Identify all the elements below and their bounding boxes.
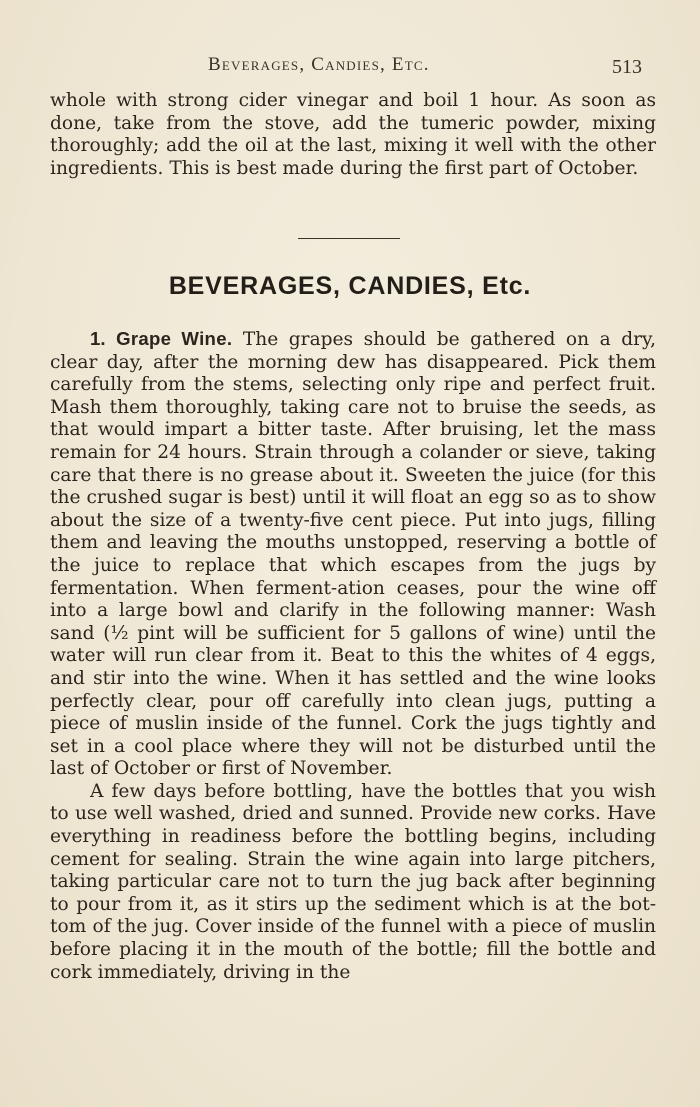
running-title: Beverages, Candies, Etc. [208, 54, 430, 75]
continued-paragraph [50, 90, 656, 180]
continued-text: whole with strong cider vinegar and boil 1 hour. As soon as done, take from the stove, add the tumeric powder, mixing thoroughly; add the oil at the last, mixing it well with the other ingredients. This is best made during the first part of October. [50, 90, 656, 179]
running-head [0, 54, 700, 84]
recipe-body-1: The grapes should be gathered on a dry, clear day, after the morning dew has disappeared. Pick them carefully from the stems, selecting only ripe and perfect fruit. Mash them thoroughly, taking care not to bruise the seeds, as that would impart a bitter taste. After bruising, let the mass remain for 24 hours. Strain through a colander or sieve, taking care that there is no grease about it. Sweeten the juice (for this the crushed sugar is best) until it will float an egg so as to show about the size of a twenty-five cent piece. Put into jugs, filling them and leaving the mouths unstopped, reserving a bottle of the juice to replace that which escapes from the jugs by fermentation. When ferment-ation ceases, pour the wine off into a large bowl and clarify in the following manner: Wash sand (½ pint will be sufficient for 5 gallons of wine) until the water will run clear from it. Beat to this the whites of 4 eggs, and stir into the wine. When it has settled and the wine looks perfectly clear, pour off carefully into clean jugs, putting a piece of muslin inside of the funnel. Cork the jugs tightly and set in a cool place where they will not be disturbed until the last of October or first of November. [50, 329, 656, 780]
section-divider-rule [298, 238, 400, 239]
recipe-number: 1. [90, 328, 106, 349]
recipe-title: Grape Wine. [116, 328, 233, 349]
page-number: 513 [612, 56, 642, 78]
recipe-paragraph-1 [50, 328, 656, 781]
recipe-paragraph-2: A few days before bottling, have the bottles that you wish to use well washed, dried and sunned. Provide new corks. Have everything in readiness before the bottling begins, including cement for sealing. Strain the wine again into large pitchers, taking particular care not to turn the jug back after beginning to pour from it, as it stirs up the sediment which is at the bot-tom of the jug. Cover inside of the funnel with a piece of muslin before placing it in the mouth of the bottle; fill the bottle and cork immediately, driving in the [50, 780, 656, 983]
recipe-grape-wine [50, 328, 656, 984]
section-heading: BEVERAGES, CANDIES, Etc. [168, 272, 532, 300]
